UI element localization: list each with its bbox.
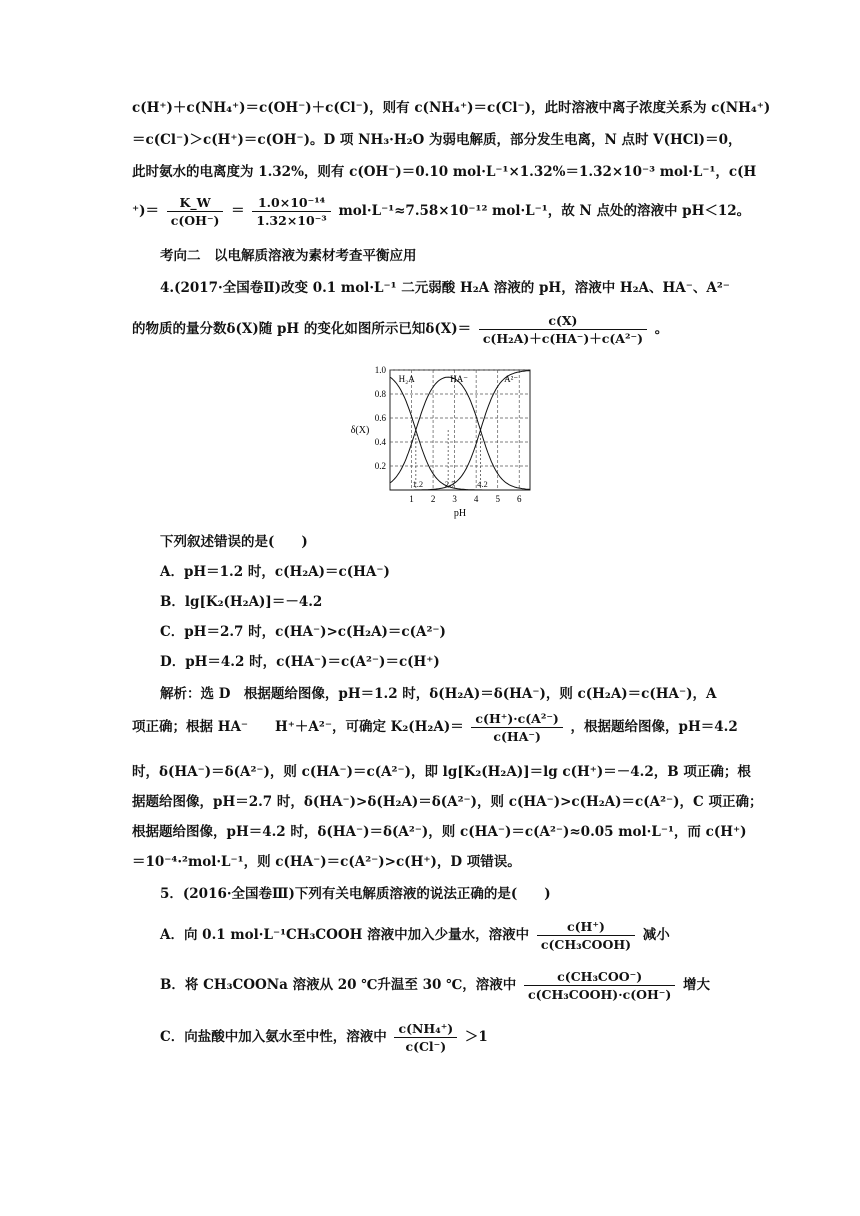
q5-option-b (160, 968, 760, 1003)
series-label: A²⁻ (504, 374, 519, 384)
fraction-numerator: c(H⁺) (537, 918, 635, 936)
x-tick-label: 2 (430, 494, 436, 504)
question-4-line: 4.(2017·全国卷Ⅱ)改变 0.1 mol·L⁻¹ 二元弱酸 H₂A 溶液的 pH，溶液中 H₂A、HA⁻、A²⁻ (160, 280, 730, 296)
text-segment: 的物质的量分数δ(X)随 pH 的变化如图所示已知δ(X)＝ (132, 321, 472, 337)
x-tick-label: 6 (516, 494, 522, 504)
series-curve-2 (390, 371, 530, 490)
text-line-with-fraction (132, 194, 751, 229)
analysis-line: 解析：选 D 根据题给图像，pH＝1.2 时，δ(H₂A)＝δ(HA⁻)，则 c(H₂A)＝c(HA⁻)，A (160, 686, 717, 702)
option-c: C．pH＝2.7 时，c(HA⁻)>c(H₂A)＝c(A²⁻) (160, 624, 446, 640)
text-segment: ⁺)＝ (132, 203, 160, 219)
question-5-line: 5．(2016·全国卷Ⅲ)下列有关电解质溶液的说法正确的是( ) (160, 886, 551, 902)
fraction (394, 1020, 457, 1055)
fraction-denominator: c(CH₃COOH)·c(OH⁻) (528, 987, 672, 1002)
y-tick-label: 0.8 (374, 389, 386, 399)
series-label: H₂A (398, 374, 415, 384)
x-tick-label: 3 (452, 494, 457, 504)
fraction (537, 918, 635, 953)
option-b: B．lg[K₂(H₂A)]＝－4.2 (160, 594, 323, 610)
fraction-denominator: c(H₂A)＋c(HA⁻)＋c(A²⁻) (482, 331, 643, 346)
annotation-label: 2.7 (444, 479, 456, 489)
annotation-label: 4.2 (477, 479, 488, 489)
analysis-line-with-fraction (132, 710, 738, 745)
option-d: D．pH＝4.2 时，c(HA⁻)＝c(A²⁻)＝c(H⁺) (160, 654, 440, 670)
plot-frame (390, 370, 530, 490)
analysis-line: 时，δ(HA⁻)＝δ(A²⁻)，则 c(HA⁻)＝c(A²⁻)，即 lg[K₂(H₂A)]＝lg c(H⁺)＝－4.2，B 项正确；根 (132, 764, 751, 780)
fraction (167, 194, 224, 229)
y-axis-label: δ(X) (350, 425, 370, 436)
text-segment: 。 (654, 321, 669, 337)
series-label: HA⁻ (450, 374, 469, 384)
fraction-numerator: c(H⁺)·c(A²⁻) (471, 710, 562, 728)
y-tick-label: 0.4 (374, 437, 386, 447)
x-axis-label: pH (453, 508, 467, 519)
fraction (471, 710, 562, 745)
fraction-numerator: c(CH₃COO⁻) (524, 968, 675, 986)
y-tick-label: 1.0 (374, 365, 386, 375)
text-line: ＝c(Cl⁻)＞c(H⁺)＝c(OH⁻)。D 项 NH₃·H₂O 为弱电解质，部分发生电离，N 点时 V(HCl)＝0， (132, 132, 742, 148)
fraction-numerator: c(NH₄⁺) (394, 1020, 457, 1038)
text-segment: 增大 (683, 977, 711, 993)
q5-option-a (160, 918, 760, 953)
fraction-numerator: 1.0×10⁻¹⁴ (252, 194, 330, 212)
q5-option-c (160, 1020, 760, 1055)
annotation-label: 1.2 (412, 479, 424, 489)
x-tick-label: 1 (409, 494, 414, 504)
text-segment: C．向盐酸中加入氨水至中性，溶液中 (160, 1029, 387, 1045)
fraction-numerator: c(X) (479, 312, 647, 330)
fraction (252, 194, 330, 229)
text-segment: ，根据题给图像，pH＝4.2 (570, 719, 738, 735)
section-heading: 考向二 以电解质溶液为素材考查平衡应用 (160, 248, 417, 264)
x-tick-label: 5 (495, 494, 500, 504)
text-segment: 减小 (642, 927, 670, 943)
text-segment: ＞1 (464, 1029, 488, 1045)
y-tick-label: 0.6 (374, 413, 386, 423)
fraction-denominator: c(HA⁻) (493, 729, 541, 744)
text-line: 此时氨水的电离度为 1.32%，则有 c(OH⁻)＝0.10 mol·L⁻¹×1.32%＝1.32×10⁻³ mol·L⁻¹，c(H (132, 164, 757, 180)
text-segment: 项正确；根据 HA⁻ H⁺＋A²⁻，可确定 K₂(H₂A)＝ (132, 719, 464, 735)
text-segment: ＝ (231, 203, 245, 219)
text-segment: A．向 0.1 mol·L⁻¹CH₃COOH 溶液中加入少量水，溶液中 (160, 927, 530, 943)
analysis-line: 根据题给图像，pH＝4.2 时，δ(HA⁻)＝δ(A²⁻)，则 c(HA⁻)＝c(A²⁻)≈0.05 mol·L⁻¹，而 c(H⁺) (132, 824, 747, 840)
analysis-line: 据题给图像，pH＝2.7 时，δ(HA⁻)>δ(H₂A)＝δ(A²⁻)，则 c(HA⁻)>c(H₂A)＝c(A²⁻)，C 项正确； (132, 794, 763, 810)
chart-svg (340, 360, 560, 530)
fraction (479, 312, 647, 347)
y-tick-label: 0.2 (374, 461, 386, 471)
analysis-line: ＝10⁻⁴·²mol·L⁻¹，则 c(HA⁻)＝c(A²⁻)>c(H⁺)，D 项错误。 (132, 854, 521, 870)
fraction-denominator: c(OH⁻) (170, 213, 220, 228)
x-tick-label: 4 (473, 494, 479, 504)
text-segment: B．将 CH₃COONa 溶液从 20 ℃升温至 30 ℃，溶液中 (160, 977, 517, 993)
distribution-chart (340, 360, 560, 530)
fraction-denominator: c(Cl⁻) (405, 1039, 447, 1054)
fraction-denominator: 1.32×10⁻³ (256, 213, 327, 228)
text-line: c(H⁺)＋c(NH₄⁺)＝c(OH⁻)＋c(Cl⁻)，则有 c(NH₄⁺)＝c(Cl⁻)，此时溶液中离子浓度关系为 c(NH₄⁺) (132, 100, 771, 116)
text-segment: mol·L⁻¹≈7.58×10⁻¹² mol·L⁻¹，故 N 点处的溶液中 pH＜12。 (338, 203, 751, 219)
option-a: A．pH＝1.2 时，c(H₂A)＝c(HA⁻) (160, 564, 390, 580)
question-4-definition (132, 312, 732, 347)
question-4-stem: 下列叙述错误的是( ) (160, 534, 308, 550)
fraction (524, 968, 675, 1003)
fraction-numerator: K_W (167, 194, 224, 212)
fraction-denominator: c(CH₃COOH) (540, 937, 632, 952)
